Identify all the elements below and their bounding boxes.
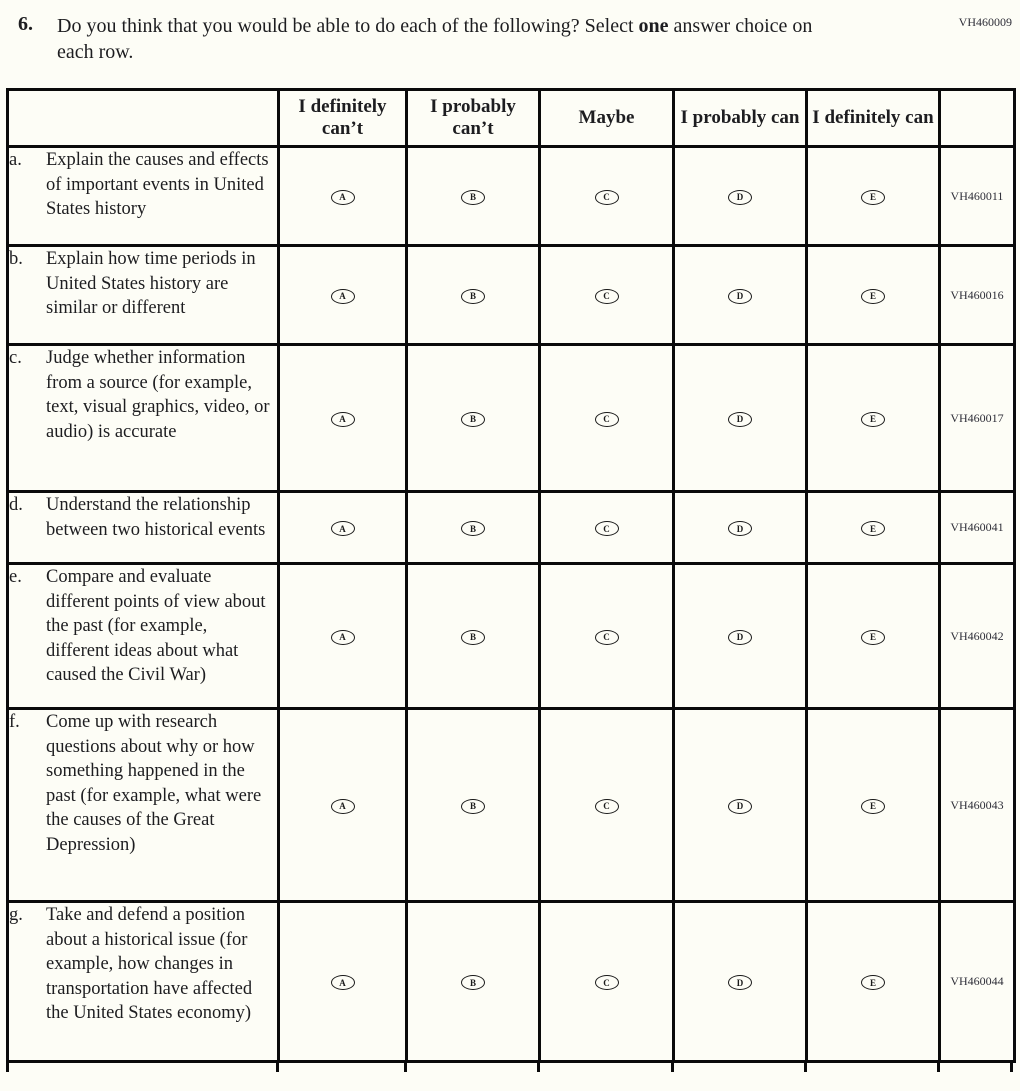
answer-bubble-c[interactable]: C (595, 630, 619, 645)
answer-cell-b (407, 709, 540, 902)
answer-bubble-b[interactable]: B (461, 799, 485, 814)
answer-bubble-a[interactable]: A (331, 289, 355, 304)
row-stem-cell (8, 345, 279, 492)
row-letter-label: a. (9, 150, 22, 170)
answer-bubble-e[interactable]: E (861, 799, 885, 814)
header-definitely-can: I definitely can (807, 90, 940, 147)
question-text-before: Do you think that you would be able to do each of the following? Select (57, 15, 639, 37)
answer-bubble-b[interactable]: B (461, 630, 485, 645)
answer-bubble-b[interactable]: B (461, 521, 485, 536)
table-grid-stub (1010, 1063, 1013, 1072)
table-row-g (8, 902, 1015, 1062)
row-item-code: VH460016 (940, 246, 1015, 345)
answer-grid (6, 88, 1016, 1063)
answer-bubble-c[interactable]: C (595, 289, 619, 304)
answer-bubble-d[interactable]: D (728, 799, 752, 814)
row-statement-text: Explain the causes and effects of important events in United States history (46, 150, 269, 219)
answer-cell-d (674, 902, 807, 1062)
answer-bubble-e[interactable]: E (861, 521, 885, 536)
row-statement-text: Compare and evaluate different points of view about the past (for example, different ideas about what caused the Civil War) (46, 567, 266, 685)
answer-cell-b (407, 564, 540, 709)
row-statement-text: Judge whether information from a source (for example, text, visual graphics, video, or audio) is accurate (46, 348, 270, 442)
answer-cell-a (279, 492, 407, 564)
answer-cell-d (674, 709, 807, 902)
answer-cell-c (540, 709, 674, 902)
answer-cell-c (540, 492, 674, 564)
answer-cell-b (407, 147, 540, 246)
row-stem-cell (8, 709, 279, 902)
answer-bubble-a[interactable]: A (331, 975, 355, 990)
header-row (8, 90, 1015, 147)
answer-bubble-b[interactable]: B (461, 412, 485, 427)
row-item-code: VH460044 (940, 902, 1015, 1062)
answer-bubble-d[interactable]: D (728, 630, 752, 645)
table-row-c (8, 345, 1015, 492)
answer-cell-b (407, 345, 540, 492)
answer-bubble-b[interactable]: B (461, 975, 485, 990)
answer-bubble-d[interactable]: D (728, 975, 752, 990)
answer-bubble-e[interactable]: E (861, 412, 885, 427)
header-empty-code (940, 90, 1015, 147)
row-letter-label: f. (9, 712, 20, 732)
question-number: 6. (18, 13, 33, 35)
answer-cell-a (279, 709, 407, 902)
questionnaire-page (0, 13, 1020, 1091)
answer-cell-e (807, 246, 940, 345)
answer-cell-c (540, 147, 674, 246)
item-code-top-right: VH460009 (958, 15, 1012, 29)
row-letter-label: c. (9, 348, 22, 368)
answer-bubble-c[interactable]: C (595, 521, 619, 536)
answer-cell-c (540, 246, 674, 345)
answer-cell-d (674, 246, 807, 345)
answer-cell-c (540, 345, 674, 492)
row-stem-cell (8, 902, 279, 1062)
row-statement-text: Explain how time periods in United States history are similar or different (46, 249, 256, 318)
answer-cell-d (674, 492, 807, 564)
answer-bubble-e[interactable]: E (861, 975, 885, 990)
table-grid-stub (937, 1063, 940, 1072)
table-grid-stub (804, 1063, 807, 1072)
answer-cell-e (807, 709, 940, 902)
answer-cell-c (540, 902, 674, 1062)
table-row-f (8, 709, 1015, 902)
answer-cell-e (807, 564, 940, 709)
table-row-d (8, 492, 1015, 564)
table-grid-stub (671, 1063, 674, 1072)
header-empty-stem (8, 90, 279, 147)
answer-bubble-a[interactable]: A (331, 190, 355, 205)
header-probably-can: I probably can (674, 90, 807, 147)
answer-bubble-b[interactable]: B (461, 190, 485, 205)
answer-cell-a (279, 246, 407, 345)
table-grid-stub (537, 1063, 540, 1072)
answer-grid-body (8, 147, 1015, 1062)
answer-bubble-b[interactable]: B (461, 289, 485, 304)
answer-cell-d (674, 147, 807, 246)
answer-bubble-c[interactable]: C (595, 412, 619, 427)
header-probably-cant: I probably can’t (407, 90, 540, 147)
answer-cell-b (407, 902, 540, 1062)
row-item-code: VH460043 (940, 709, 1015, 902)
table-row-a (8, 147, 1015, 246)
row-letter-label: b. (9, 249, 23, 269)
row-stem-cell (8, 147, 279, 246)
answer-cell-b (407, 246, 540, 345)
table-grid-stub (6, 1063, 9, 1072)
row-stem-cell (8, 492, 279, 564)
answer-cell-c (540, 564, 674, 709)
header-definitely-cant: I definitely can’t (279, 90, 407, 147)
row-item-code: VH460041 (940, 492, 1015, 564)
answer-cell-b (407, 492, 540, 564)
answer-bubble-a[interactable]: A (331, 521, 355, 536)
row-stem-cell (8, 246, 279, 345)
table-row-b (8, 246, 1015, 345)
answer-bubble-a[interactable]: A (331, 412, 355, 427)
answer-cell-d (674, 564, 807, 709)
answer-cell-e (807, 147, 940, 246)
answer-bubble-d[interactable]: D (728, 289, 752, 304)
row-statement-text: Understand the relationship between two historical events (46, 495, 266, 540)
question-block (18, 13, 1020, 65)
row-stem-cell (8, 564, 279, 709)
answer-bubble-e[interactable]: E (861, 190, 885, 205)
answer-bubble-d[interactable]: D (728, 190, 752, 205)
answer-cell-d (674, 345, 807, 492)
row-letter-label: g. (9, 905, 23, 925)
answer-cell-a (279, 564, 407, 709)
answer-cell-a (279, 147, 407, 246)
table-row-e (8, 564, 1015, 709)
row-statement-text: Take and defend a position about a historical issue (for example, how changes in transportation have affected the United States economy) (46, 905, 253, 1023)
answer-bubble-e[interactable]: E (861, 289, 885, 304)
table-grid-stub (404, 1063, 407, 1072)
answer-bubble-d[interactable]: D (728, 521, 752, 536)
answer-bubble-c[interactable]: C (595, 975, 619, 990)
answer-bubble-c[interactable]: C (595, 190, 619, 205)
answer-cell-a (279, 902, 407, 1062)
answer-cell-a (279, 345, 407, 492)
answer-cell-e (807, 345, 940, 492)
question-text (57, 13, 829, 65)
question-text-after: answer choice on each row. (57, 15, 813, 63)
row-item-code: VH460011 (940, 147, 1015, 246)
table-grid-stub (276, 1063, 279, 1072)
row-statement-text: Come up with research questions about why or how something happened in the past (for example, what were the causes of the Great Depression) (46, 712, 262, 855)
answer-bubble-a[interactable]: A (331, 630, 355, 645)
row-item-code: VH460017 (940, 345, 1015, 492)
header-maybe: Maybe (540, 90, 674, 147)
row-letter-label: d. (9, 495, 23, 515)
answer-bubble-a[interactable]: A (331, 799, 355, 814)
answer-bubble-c[interactable]: C (595, 799, 619, 814)
table-grid-stubs (6, 1063, 1013, 1073)
answer-cell-e (807, 492, 940, 564)
answer-bubble-d[interactable]: D (728, 412, 752, 427)
row-letter-label: e. (9, 567, 22, 587)
answer-cell-e (807, 902, 940, 1062)
answer-bubble-e[interactable]: E (861, 630, 885, 645)
row-item-code: VH460042 (940, 564, 1015, 709)
question-text-bold: one (638, 15, 669, 37)
